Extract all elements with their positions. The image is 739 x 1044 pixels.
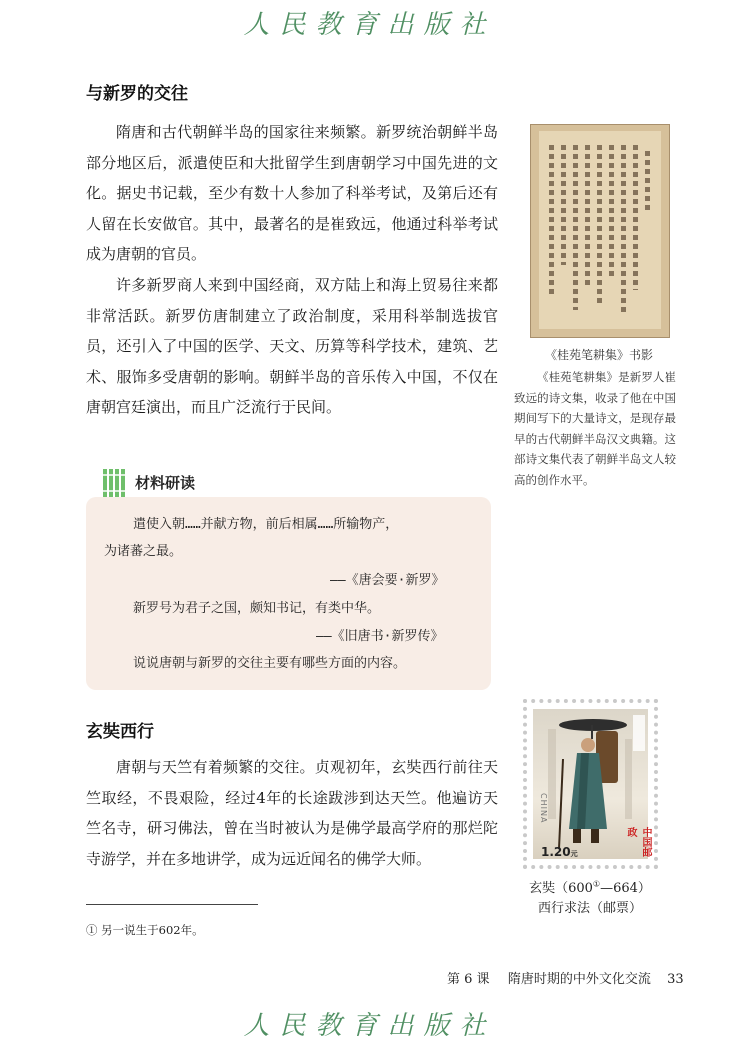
stamp-caption-name: 玄奘（600①—664）	[529, 879, 651, 896]
publisher-watermark-top: 人民教育出版社	[243, 10, 496, 40]
xuanzang-stamp-image	[523, 699, 658, 869]
page-number: 33	[667, 972, 684, 987]
paragraph-silla-1: 隋唐和古代朝鲜半岛的国家往来频繁。新罗统治朝鲜半岛部分地区后，派遣使臣和大批留学生到唐朝学习中国先进的文化。据史书记载，至少有数十人参加了科举考试，及第后还有人留在长安做官。其中，最著名的是崔致远，他通过科举考试成为唐朝的官员。	[86, 123, 498, 263]
material-source2: ——《旧唐书·新罗传》	[316, 629, 444, 644]
stamp-value: 1.20元	[541, 845, 578, 859]
material-question: 说说唐朝与新罗的交往主要有哪些方面的内容。	[133, 656, 407, 671]
page-footer	[447, 968, 684, 987]
material-title: 材料研读	[135, 474, 196, 492]
material-quote1-line1: 遣使入朝……并献方物，前后相属……所输物产，	[133, 517, 399, 532]
book-caption-title: 《桂苑笔耕集》书影	[544, 348, 653, 362]
section-heading-xuanzang: 玄奘西行	[86, 722, 154, 742]
section-heading-silla: 与新罗的交往	[86, 84, 188, 104]
material-source1: ——《唐会要·新罗》	[330, 573, 445, 588]
paragraph-xuanzang: 唐朝与天竺有着频繁的交往。贞观初年，玄奘西行前往天竺取经，不畏艰险，经过4年的长途跋涉到达天竺。他遍访天竺名寺，研习佛法，曾在当时被认为是佛学最高学府的那烂陀寺游学，并在多地讲学，成为远近闻名的佛学大师。	[86, 758, 498, 868]
book-caption-description: 《桂苑笔耕集》是新罗人崔致远的诗文集，收录了他在中国期间写下的大量诗文，是现存最早的古代朝鲜半岛汉文典籍。这部诗文集代表了朝鲜半岛文人较高的创作水平。	[514, 370, 676, 487]
material-quote1-line2: 为诸蕃之最。	[104, 544, 183, 559]
material-books-icon	[103, 469, 125, 497]
stamp-caption-title: 西行求法（邮票）	[537, 901, 642, 916]
publisher-watermark-bottom: 人民教育出版社	[243, 1011, 496, 1041]
footer-title: 隋唐时期的中外文化交流	[507, 972, 651, 987]
footer-lesson: 第 6 课	[447, 972, 490, 987]
stamp-country-cn: 中国邮政	[625, 827, 651, 857]
stamp-country-en: CHINA	[539, 793, 548, 824]
book-page-image	[530, 124, 670, 338]
paragraph-silla-2: 许多新罗商人来到中国经商，双方陆上和海上贸易往来都非常活跃。新罗仿唐制建立了政治制度，采用科举制选拔官员，还引入了中国的医学、天文、历算等科学技术，建筑、艺术、服饰多受唐朝的影响。朝鲜半岛的音乐传入中国，不仅在唐朝宫廷演出，而且广泛流行于民间。	[86, 276, 498, 416]
footnote: ① 另一说生于602年。	[86, 923, 204, 937]
material-quote2: 新罗号为君子之国，颇知书记，有类中华。	[133, 601, 381, 616]
footnote-divider	[86, 904, 258, 905]
